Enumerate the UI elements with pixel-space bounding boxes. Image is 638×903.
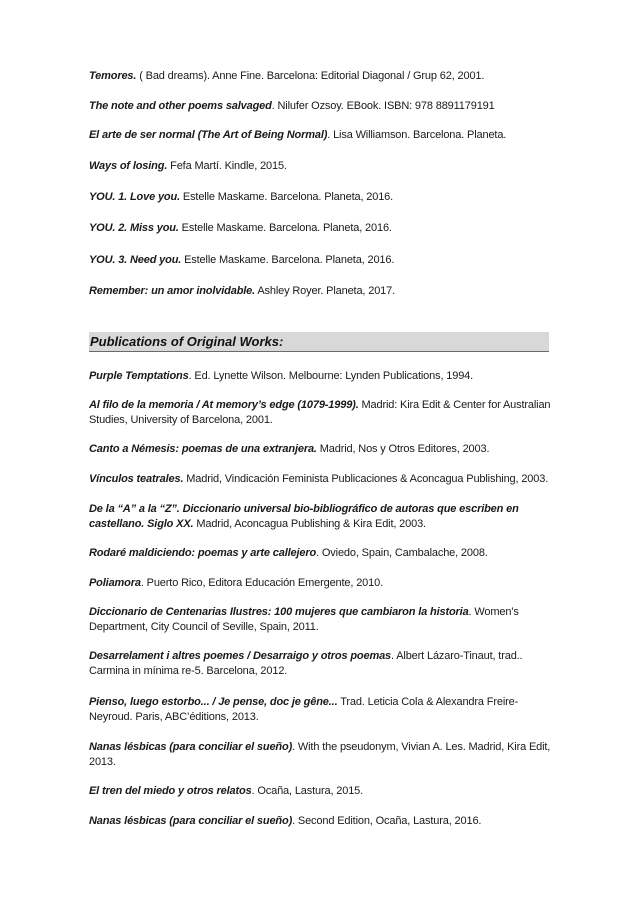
- bibliography-entry: [89, 128, 551, 143]
- entry-title: De la “A” a la “Z”. Diccionario universal bio-bibliográfico de autoras que escriben en castellano. Siglo XX.: [89, 503, 519, 530]
- entry-details: . Albert Lázaro-Tinaut, trad.. Carmina in mínima re-5. Barcelona, 2012.: [89, 650, 523, 677]
- entry-title: Poliamora: [89, 577, 141, 589]
- entry-title: El tren del miedo y otros relatos: [89, 785, 252, 797]
- bibliography-entry: [89, 605, 551, 635]
- bibliography-entry: [89, 398, 551, 428]
- entry-title: Rodaré maldiciendo: poemas y arte callejero: [89, 547, 317, 559]
- entry-details: Madrid, Aconcagua Publishing & Kira Edit, 2003.: [193, 518, 426, 530]
- entry-title: The note and other poems salvaged: [89, 100, 272, 112]
- entry-details: . Oviedo, Spain, Cambalache, 2008.: [316, 547, 488, 559]
- entry-details: . Second Edition, Ocaña, Lastura, 2016.: [292, 815, 482, 827]
- bibliography-entry: [89, 814, 551, 829]
- entry-title: Nanas lésbicas (para conciliar el sueño): [89, 741, 293, 753]
- entry-details: . Puerto Rico, Editora Educación Emergente, 2010.: [140, 577, 383, 589]
- entry-details: Madrid: Kira Edit & Center for Australian Studies, University of Barcelona, 2001.: [89, 399, 551, 426]
- entry-title: Vínculos teatrales.: [89, 473, 184, 485]
- entry-details: Fefa Martí. Kindle, 2015.: [167, 160, 287, 172]
- entry-details: . Ed. Lynette Wilson. Melbourne: Lynden Publications, 1994.: [188, 370, 474, 382]
- bibliography-entry: [89, 369, 551, 384]
- entry-details: Estelle Maskame. Barcelona. Planeta, 2016.: [178, 222, 392, 234]
- bibliography-entry: [89, 576, 551, 591]
- bibliography-entry: [89, 99, 551, 114]
- entry-details: . Women’s Department, City Council of Seville, Spain, 2011.: [89, 606, 519, 633]
- bibliography-entry: [89, 784, 551, 799]
- entry-details: . Ocaña, Lastura, 2015.: [251, 785, 364, 797]
- entry-details: Estelle Maskame. Barcelona. Planeta, 2016.: [181, 254, 395, 266]
- section-heading-bar: [89, 332, 549, 352]
- entry-details: . Lisa Williamson. Barcelona. Planeta.: [327, 129, 507, 141]
- entry-details: Estelle Maskame. Barcelona. Planeta, 2016.: [179, 191, 394, 203]
- bibliography-entry: [89, 472, 551, 487]
- entry-details: Trad. Leticia Cola & Alexandra Freire-Neyroud. Paris, ABC’éditions, 2013.: [89, 696, 519, 723]
- entry-title: Nanas lésbicas (para conciliar el sueño): [89, 815, 293, 827]
- entry-title: Canto a Némesis: poemas de una extranjera.: [89, 443, 317, 455]
- entry-title: Ways of losing.: [89, 160, 168, 172]
- bibliography-entry: [89, 159, 551, 174]
- bibliography-entry: [89, 695, 551, 725]
- entry-title: YOU. 2. Miss you.: [89, 222, 179, 234]
- entry-details: Ashley Royer. Planeta, 2017.: [255, 285, 396, 297]
- bibliography-entry: [89, 442, 551, 457]
- entry-details: Madrid, Vindicación Feminista Publicaciones & Aconcagua Publishing, 2003.: [183, 473, 549, 485]
- entry-details: ( Bad dreams). Anne Fine. Barcelona: Editorial Diagonal / Grup 62, 2001.: [136, 70, 485, 82]
- entry-details: . With the pseudonym, Vivian A. Les. Madrid, Kira Edit, 2013.: [89, 741, 551, 768]
- section-heading: Publications of Original Works:: [90, 334, 284, 349]
- bibliography-entry: [89, 69, 551, 84]
- entry-title: Al filo de la memoria / At memory’s edge (1079-1999).: [89, 399, 359, 411]
- entry-title: YOU. 1. Love you.: [89, 191, 180, 203]
- entry-title: Pienso, luego estorbo... / Je pense, doc je gêne...: [89, 696, 338, 708]
- bibliography-entry: [89, 502, 551, 532]
- bibliography-entry: [89, 649, 551, 679]
- entry-title: Diccionario de Centenarias Ilustres: 100 mujeres que cambiaron la historia: [89, 606, 469, 618]
- bibliography-entry: [89, 190, 551, 205]
- bibliography-entry: [89, 221, 551, 236]
- entry-title: Temores.: [89, 70, 137, 82]
- entry-title: YOU. 3. Need you.: [89, 254, 182, 266]
- entry-title: Purple Temptations: [89, 370, 189, 382]
- bibliography-entry: [89, 546, 551, 561]
- entry-title: El arte de ser normal (The Art of Being Normal): [89, 129, 328, 141]
- entry-title: Remember: un amor inolvidable.: [89, 285, 256, 297]
- entry-title: Desarrelament i altres poemes / Desarraigo y otros poemas: [89, 650, 392, 662]
- bibliography-entry: [89, 740, 551, 770]
- bibliography-entry: [89, 284, 551, 299]
- entry-details: . Nilufer Ozsoy. EBook. ISBN: 978 8891179191: [271, 100, 495, 112]
- entry-details: Madrid, Nos y Otros Editores, 2003.: [316, 443, 490, 455]
- bibliography-entry: [89, 253, 551, 268]
